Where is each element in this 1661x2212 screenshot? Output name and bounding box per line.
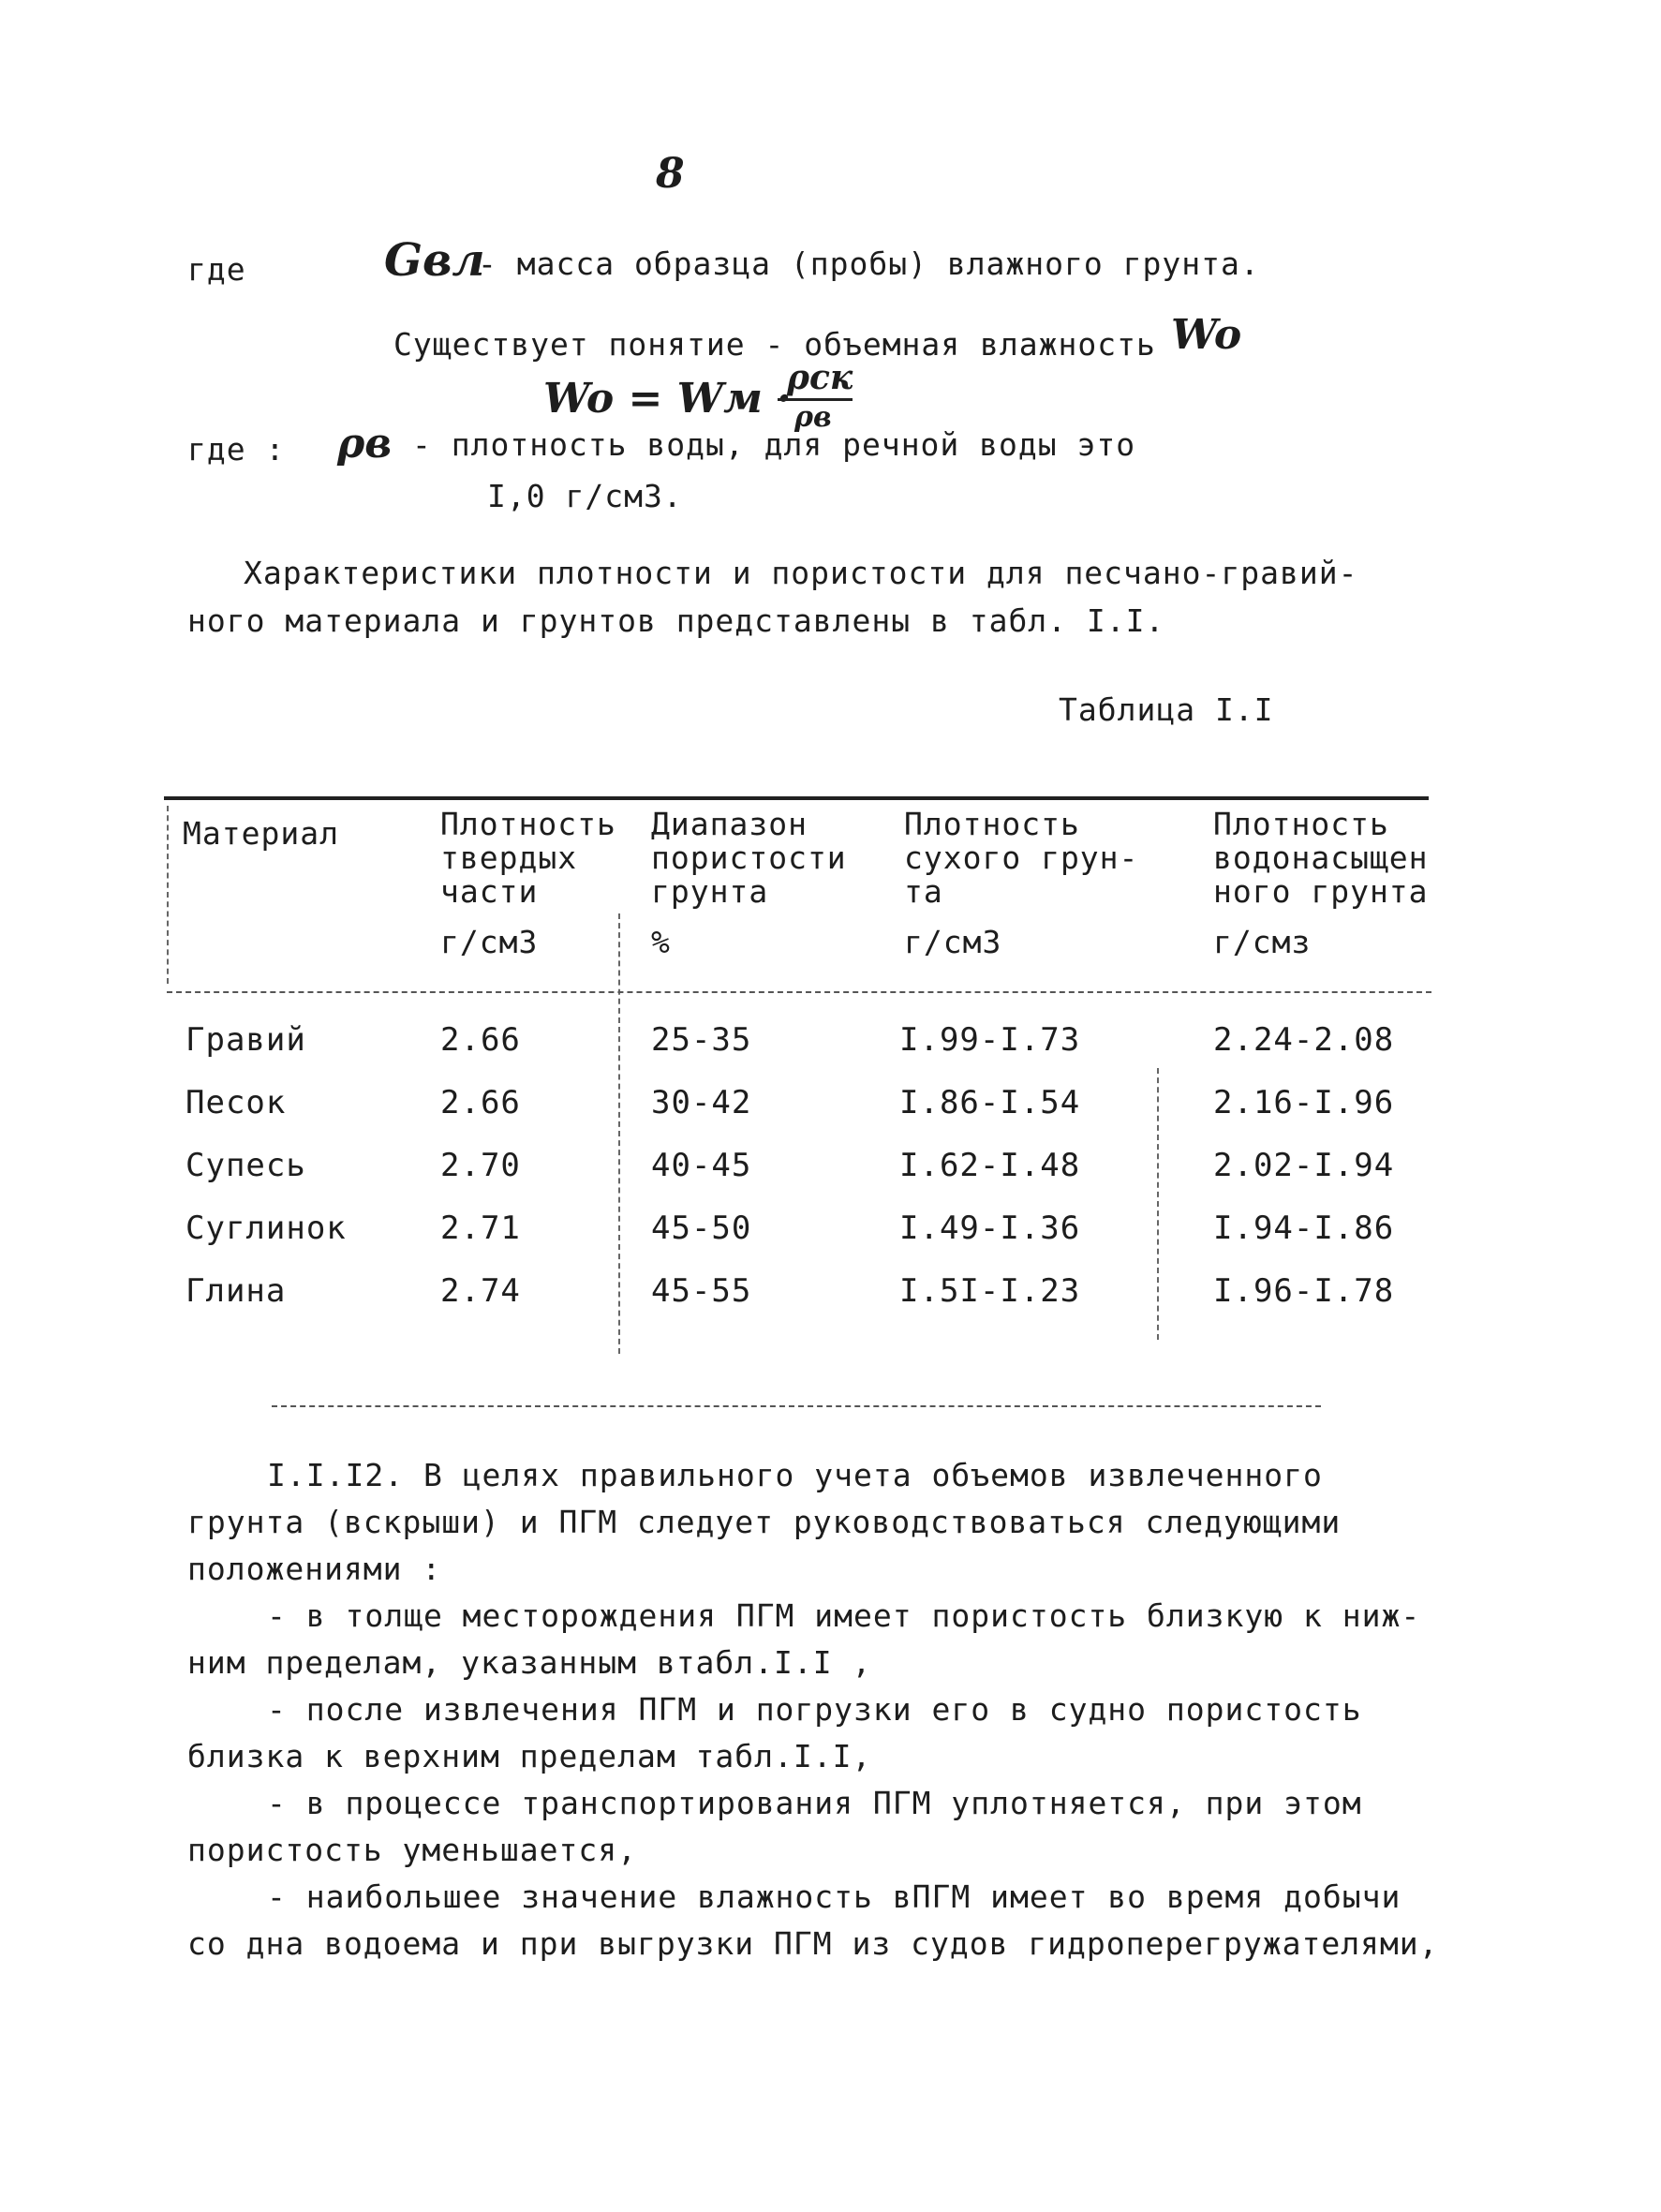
intro-line-1: Характеристики плотности и пористости для песчано-гравий-: [244, 555, 1358, 591]
cell-solid-density: 2.66: [440, 1084, 521, 1121]
cell-solid-density: 2.66: [440, 1021, 521, 1059]
cell-material: Глина: [185, 1272, 287, 1310]
cell-saturated-density: I.96-I.78: [1213, 1272, 1395, 1310]
header-line: сухого грун-: [904, 839, 1139, 876]
where-label-2: где :: [187, 431, 286, 468]
formula-lhs: Wo = Wм ·: [543, 375, 792, 423]
table-bottom-border: [272, 1405, 1321, 1407]
header-porosity-range: [651, 808, 847, 959]
header-material-line: Материал: [183, 815, 339, 852]
symbol-rho-water: ρв: [337, 420, 393, 468]
section-line: грунта (вскрыши) и ПГМ следует руководствоваться следующими: [187, 1504, 1342, 1540]
header-line: ного грунта: [1213, 873, 1429, 910]
cell-dry-density: I.86-I.54: [899, 1084, 1081, 1121]
section-line: - в процессе транспортирования ПГМ уплотняется, при этом: [267, 1785, 1362, 1821]
header-unit: %: [651, 924, 671, 960]
symbol-wo: Wo: [1171, 311, 1242, 359]
cell-porosity: 30-42: [651, 1084, 752, 1121]
header-line: Плотность: [440, 806, 616, 842]
header-divider: [167, 991, 1431, 993]
section-line: со дна водоема и при выгрузки ПГМ из судов гидроперегружателями,: [187, 1925, 1439, 1962]
water-density-value: I,0 г/смЗ.: [487, 478, 683, 514]
intro-line-2: ного материала и грунтов представлены в табл. I.I.: [187, 602, 1165, 639]
cell-solid-density: 2.74: [440, 1272, 521, 1310]
definition-g-wet: - масса образца (пробы) влажного грунта.: [478, 245, 1260, 282]
header-line: твердых: [440, 839, 578, 876]
section-line: - в толще месторождения ПГМ имеет пористость близкую к ниж-: [267, 1597, 1421, 1634]
header-unit: г/смЗ: [440, 924, 539, 960]
header-material: [183, 817, 339, 851]
header-line: пористости: [651, 839, 847, 876]
cell-material: Песок: [185, 1084, 287, 1121]
cell-dry-density: I.49-I.36: [899, 1210, 1081, 1247]
cell-material: Супесь: [185, 1147, 306, 1184]
column-separator: [1157, 1068, 1159, 1340]
section-line: пористость уменьшается,: [187, 1832, 637, 1868]
section-line: I.I.I2. В целях правильного учета объемов извлеченного: [267, 1457, 1323, 1493]
symbol-g-wet: Gвл: [384, 234, 485, 287]
header-line: Плотность: [904, 806, 1080, 842]
header-line: Плотность: [1213, 806, 1389, 842]
section-line: ним пределам, указанным втабл.I.I ,: [187, 1644, 872, 1681]
cell-material: Гравий: [185, 1021, 306, 1059]
cell-dry-density: I.99-I.73: [899, 1021, 1081, 1059]
volumetric-moisture-text: Существует понятие - объемная влажность: [393, 326, 1156, 363]
cell-saturated-density: I.94-I.86: [1213, 1210, 1395, 1247]
cell-dry-density: I.5I-I.23: [899, 1272, 1081, 1310]
table-caption: Таблица I.I: [1059, 691, 1274, 728]
cell-porosity: 40-45: [651, 1147, 752, 1184]
cell-solid-density: 2.70: [440, 1147, 521, 1184]
cell-porosity: 25-35: [651, 1021, 752, 1059]
where-label-1: где: [187, 251, 246, 288]
page-number: 8: [656, 150, 685, 198]
section-line: - после извлечения ПГМ и погрузки его в судно пористость: [267, 1691, 1362, 1728]
header-line: Диапазон: [651, 806, 808, 842]
formula-denominator: ρв: [794, 401, 832, 434]
cell-material: Суглинок: [185, 1210, 347, 1247]
header-line: части: [440, 873, 539, 910]
cell-saturated-density: 2.16-I.96: [1213, 1084, 1395, 1121]
header-line: водонасыщен: [1213, 839, 1429, 876]
section-line: - наибольшее значение влажность вПГМ имеет во время добычи: [267, 1878, 1401, 1915]
formula-numerator: ρск: [787, 358, 853, 397]
header-unit: г/смЗ: [904, 924, 1002, 960]
cell-dry-density: I.62-I.48: [899, 1147, 1081, 1184]
header-unit: г/смз: [1213, 924, 1312, 960]
cell-porosity: 45-50: [651, 1210, 752, 1247]
cell-porosity: 45-55: [651, 1272, 752, 1310]
definition-rho-water: - плотность воды, для речной воды это: [412, 426, 1136, 463]
column-separator: [167, 806, 169, 984]
header-dry-density: [904, 808, 1138, 959]
cell-saturated-density: 2.24-2.08: [1213, 1021, 1395, 1059]
section-line: положениями :: [187, 1551, 442, 1587]
table-top-border: [164, 796, 1429, 800]
section-line: близка к верхним пределам табл.I.I,: [187, 1738, 872, 1774]
column-separator: [618, 913, 620, 1354]
header-line: та: [904, 873, 943, 910]
header-line: грунта: [651, 873, 769, 910]
header-solid-density: [440, 808, 616, 959]
cell-saturated-density: 2.02-I.94: [1213, 1147, 1395, 1184]
cell-solid-density: 2.71: [440, 1210, 521, 1247]
header-saturated-density: [1213, 808, 1429, 959]
